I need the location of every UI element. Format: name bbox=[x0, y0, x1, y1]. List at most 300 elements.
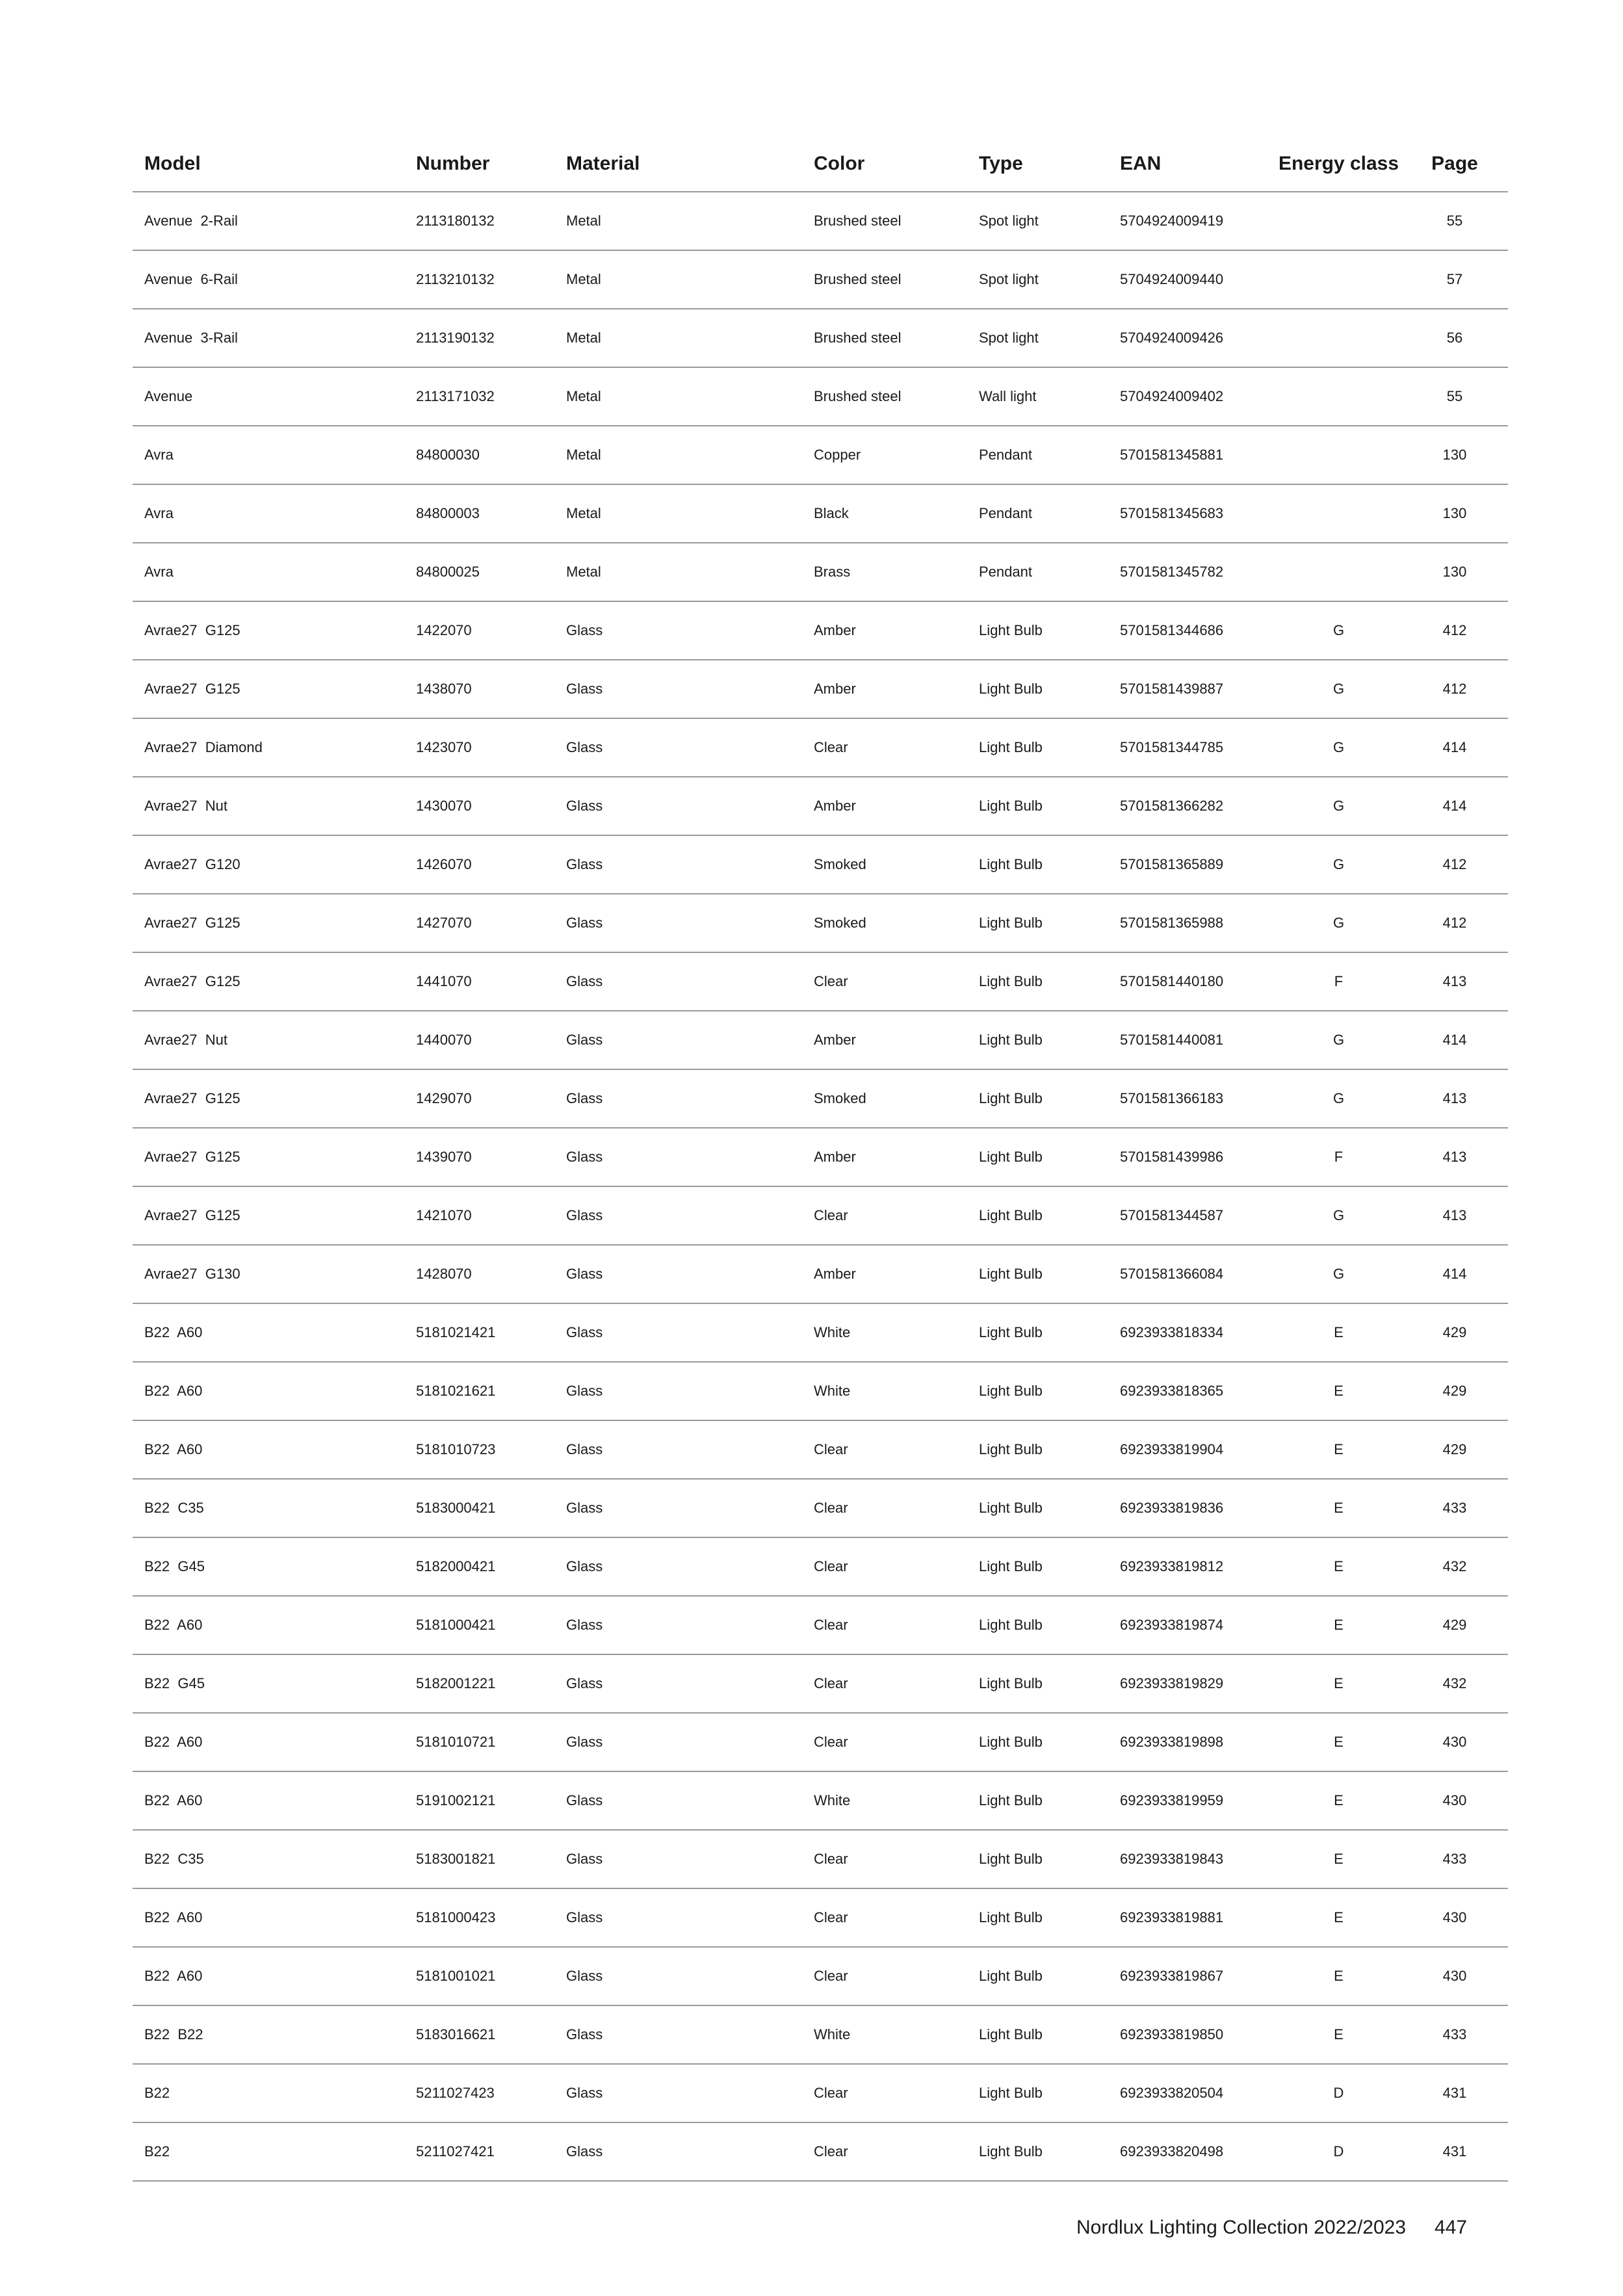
table-row bbox=[133, 2005, 1508, 2064]
cell-material: Metal bbox=[554, 250, 802, 309]
cell-number: 1426070 bbox=[404, 835, 554, 894]
cell-page: 412 bbox=[1401, 660, 1508, 718]
table-row bbox=[133, 1888, 1508, 1947]
cell-page: 430 bbox=[1401, 1888, 1508, 1947]
cell-model: Avrae27 G125 bbox=[133, 601, 404, 660]
cell-type: Light Bulb bbox=[967, 1303, 1108, 1362]
cell-model: Avrae27 G130 bbox=[133, 1245, 404, 1303]
cell-page: 414 bbox=[1401, 718, 1508, 777]
cell-type: Spot light bbox=[967, 309, 1108, 367]
cell-type: Pendant bbox=[967, 543, 1108, 601]
cell-ean: 6923933818334 bbox=[1108, 1303, 1276, 1362]
cell-number: 5181010723 bbox=[404, 1420, 554, 1479]
cell-model: Avrae27 G125 bbox=[133, 952, 404, 1011]
cell-number: 5181000421 bbox=[404, 1596, 554, 1654]
cell-ean: 5704924009426 bbox=[1108, 309, 1276, 367]
cell-number: 1428070 bbox=[404, 1245, 554, 1303]
cell-material: Glass bbox=[554, 1947, 802, 2005]
table-row bbox=[133, 1713, 1508, 1771]
cell-model: B22 A60 bbox=[133, 1947, 404, 2005]
cell-material: Metal bbox=[554, 426, 802, 484]
cell-number: 1421070 bbox=[404, 1186, 554, 1245]
table-row bbox=[133, 660, 1508, 718]
cell-ean: 6923933820504 bbox=[1108, 2064, 1276, 2122]
collection-title: Nordlux Lighting Collection 2022/2023 bbox=[1076, 2217, 1407, 2238]
cell-ean: 5701581366282 bbox=[1108, 777, 1276, 835]
cell-material: Glass bbox=[554, 2122, 802, 2181]
cell-energy-class: E bbox=[1276, 1888, 1401, 1947]
table-row bbox=[133, 601, 1508, 660]
cell-energy-class bbox=[1276, 309, 1401, 367]
cell-type: Light Bulb bbox=[967, 1596, 1108, 1654]
cell-model: B22 A60 bbox=[133, 1362, 404, 1420]
cell-color: Clear bbox=[802, 2122, 967, 2181]
cell-material: Glass bbox=[554, 1596, 802, 1654]
cell-color: Black bbox=[802, 484, 967, 543]
cell-number: 2113190132 bbox=[404, 309, 554, 367]
table-row bbox=[133, 1362, 1508, 1420]
cell-type: Light Bulb bbox=[967, 718, 1108, 777]
cell-type: Spot light bbox=[967, 250, 1108, 309]
cell-material: Glass bbox=[554, 1830, 802, 1888]
cell-model: Avrae27 G125 bbox=[133, 1186, 404, 1245]
cell-page: 130 bbox=[1401, 543, 1508, 601]
cell-number: 1440070 bbox=[404, 1011, 554, 1069]
cell-material: Glass bbox=[554, 894, 802, 952]
cell-page: 56 bbox=[1401, 309, 1508, 367]
cell-number: 5181021621 bbox=[404, 1362, 554, 1420]
cell-ean: 6923933819829 bbox=[1108, 1654, 1276, 1713]
cell-page: 413 bbox=[1401, 1069, 1508, 1128]
cell-energy-class: E bbox=[1276, 1830, 1401, 1888]
cell-ean: 6923933820498 bbox=[1108, 2122, 1276, 2181]
cell-type: Light Bulb bbox=[967, 1771, 1108, 1830]
cell-number: 1423070 bbox=[404, 718, 554, 777]
table-row bbox=[133, 250, 1508, 309]
cell-model: B22 C35 bbox=[133, 1830, 404, 1888]
cell-page: 414 bbox=[1401, 1245, 1508, 1303]
cell-model: B22 A60 bbox=[133, 1420, 404, 1479]
cell-page: 412 bbox=[1401, 601, 1508, 660]
cell-type: Light Bulb bbox=[967, 1069, 1108, 1128]
cell-energy-class: E bbox=[1276, 2005, 1401, 2064]
cell-color: Clear bbox=[802, 1186, 967, 1245]
cell-number: 5181000423 bbox=[404, 1888, 554, 1947]
cell-energy-class bbox=[1276, 192, 1401, 250]
cell-material: Glass bbox=[554, 1654, 802, 1713]
cell-type: Pendant bbox=[967, 426, 1108, 484]
cell-color: Amber bbox=[802, 601, 967, 660]
cell-ean: 6923933819959 bbox=[1108, 1771, 1276, 1830]
cell-material: Glass bbox=[554, 1303, 802, 1362]
table-row bbox=[133, 1303, 1508, 1362]
cell-energy-class bbox=[1276, 543, 1401, 601]
cell-material: Glass bbox=[554, 1245, 802, 1303]
cell-page: 413 bbox=[1401, 1186, 1508, 1245]
cell-energy-class: G bbox=[1276, 894, 1401, 952]
cell-energy-class: E bbox=[1276, 1771, 1401, 1830]
cell-material: Metal bbox=[554, 367, 802, 426]
header-energy-class: Energy class bbox=[1276, 137, 1401, 192]
cell-energy-class: E bbox=[1276, 1654, 1401, 1713]
cell-model: Avrae27 Nut bbox=[133, 777, 404, 835]
product-table-section bbox=[133, 137, 1508, 2182]
cell-material: Glass bbox=[554, 1011, 802, 1069]
cell-material: Glass bbox=[554, 1186, 802, 1245]
table-row bbox=[133, 1128, 1508, 1186]
cell-material: Glass bbox=[554, 601, 802, 660]
cell-ean: 6923933819850 bbox=[1108, 2005, 1276, 2064]
cell-type: Pendant bbox=[967, 484, 1108, 543]
cell-number: 84800025 bbox=[404, 543, 554, 601]
cell-energy-class: G bbox=[1276, 1245, 1401, 1303]
cell-material: Glass bbox=[554, 1069, 802, 1128]
cell-material: Glass bbox=[554, 2005, 802, 2064]
cell-type: Light Bulb bbox=[967, 1654, 1108, 1713]
cell-type: Light Bulb bbox=[967, 835, 1108, 894]
cell-page: 431 bbox=[1401, 2122, 1508, 2181]
cell-number: 5181021421 bbox=[404, 1303, 554, 1362]
cell-ean: 5701581365988 bbox=[1108, 894, 1276, 952]
cell-energy-class: F bbox=[1276, 1128, 1401, 1186]
header-material: Material bbox=[554, 137, 802, 192]
cell-model: Avra bbox=[133, 543, 404, 601]
cell-color: Smoked bbox=[802, 835, 967, 894]
cell-model: B22 A60 bbox=[133, 1771, 404, 1830]
cell-page: 413 bbox=[1401, 1128, 1508, 1186]
cell-model: Avra bbox=[133, 426, 404, 484]
table-row bbox=[133, 835, 1508, 894]
cell-ean: 5701581345683 bbox=[1108, 484, 1276, 543]
cell-color: Brass bbox=[802, 543, 967, 601]
cell-number: 84800003 bbox=[404, 484, 554, 543]
table-row bbox=[133, 2064, 1508, 2122]
table-row bbox=[133, 1830, 1508, 1888]
cell-number: 5182001221 bbox=[404, 1654, 554, 1713]
cell-type: Light Bulb bbox=[967, 1947, 1108, 2005]
cell-ean: 5704924009419 bbox=[1108, 192, 1276, 250]
page-number: 447 bbox=[1435, 2217, 1468, 2238]
cell-energy-class: G bbox=[1276, 835, 1401, 894]
cell-type: Light Bulb bbox=[967, 1479, 1108, 1537]
cell-color: Clear bbox=[802, 718, 967, 777]
cell-number: 5183016621 bbox=[404, 2005, 554, 2064]
cell-model: Avrae27 Diamond bbox=[133, 718, 404, 777]
cell-type: Wall light bbox=[967, 367, 1108, 426]
cell-material: Glass bbox=[554, 777, 802, 835]
cell-color: Clear bbox=[802, 1713, 967, 1771]
cell-type: Light Bulb bbox=[967, 1245, 1108, 1303]
cell-ean: 5701581440180 bbox=[1108, 952, 1276, 1011]
cell-color: Clear bbox=[802, 1537, 967, 1596]
table-header-row bbox=[133, 137, 1508, 192]
cell-color: Amber bbox=[802, 1128, 967, 1186]
cell-number: 84800030 bbox=[404, 426, 554, 484]
cell-model: B22 bbox=[133, 2064, 404, 2122]
cell-energy-class: G bbox=[1276, 1011, 1401, 1069]
cell-color: Clear bbox=[802, 1830, 967, 1888]
cell-number: 1438070 bbox=[404, 660, 554, 718]
cell-ean: 5701581344587 bbox=[1108, 1186, 1276, 1245]
cell-material: Metal bbox=[554, 484, 802, 543]
cell-energy-class: G bbox=[1276, 601, 1401, 660]
cell-energy-class: G bbox=[1276, 660, 1401, 718]
cell-ean: 6923933819867 bbox=[1108, 1947, 1276, 2005]
table-row bbox=[133, 1596, 1508, 1654]
cell-page: 432 bbox=[1401, 1537, 1508, 1596]
cell-color: White bbox=[802, 2005, 967, 2064]
table-row bbox=[133, 484, 1508, 543]
cell-page: 430 bbox=[1401, 1713, 1508, 1771]
cell-model: Avenue bbox=[133, 367, 404, 426]
cell-energy-class bbox=[1276, 426, 1401, 484]
cell-color: Amber bbox=[802, 777, 967, 835]
cell-ean: 5701581439986 bbox=[1108, 1128, 1276, 1186]
cell-ean: 5701581344785 bbox=[1108, 718, 1276, 777]
table-row bbox=[133, 777, 1508, 835]
cell-material: Metal bbox=[554, 192, 802, 250]
cell-page: 55 bbox=[1401, 367, 1508, 426]
table-row bbox=[133, 1069, 1508, 1128]
cell-model: B22 A60 bbox=[133, 1303, 404, 1362]
cell-ean: 5701581345881 bbox=[1108, 426, 1276, 484]
cell-type: Light Bulb bbox=[967, 1011, 1108, 1069]
table-row bbox=[133, 367, 1508, 426]
cell-energy-class: E bbox=[1276, 1947, 1401, 2005]
cell-model: Avra bbox=[133, 484, 404, 543]
cell-model: B22 G45 bbox=[133, 1537, 404, 1596]
cell-type: Light Bulb bbox=[967, 1713, 1108, 1771]
cell-type: Light Bulb bbox=[967, 2122, 1108, 2181]
table-body bbox=[133, 192, 1508, 2181]
cell-model: Avrae27 Nut bbox=[133, 1011, 404, 1069]
cell-energy-class: D bbox=[1276, 2064, 1401, 2122]
cell-type: Spot light bbox=[967, 192, 1108, 250]
table-row bbox=[133, 426, 1508, 484]
cell-number: 2113180132 bbox=[404, 192, 554, 250]
cell-page: 413 bbox=[1401, 952, 1508, 1011]
cell-type: Light Bulb bbox=[967, 2005, 1108, 2064]
cell-color: Clear bbox=[802, 952, 967, 1011]
cell-material: Glass bbox=[554, 1537, 802, 1596]
table-row bbox=[133, 1011, 1508, 1069]
cell-material: Glass bbox=[554, 1479, 802, 1537]
cell-color: Copper bbox=[802, 426, 967, 484]
cell-color: White bbox=[802, 1362, 967, 1420]
cell-material: Glass bbox=[554, 952, 802, 1011]
cell-page: 130 bbox=[1401, 426, 1508, 484]
cell-page: 429 bbox=[1401, 1303, 1508, 1362]
cell-color: Clear bbox=[802, 1596, 967, 1654]
cell-energy-class: E bbox=[1276, 1596, 1401, 1654]
cell-color: Clear bbox=[802, 1654, 967, 1713]
table-row bbox=[133, 1186, 1508, 1245]
cell-model: Avrae27 G125 bbox=[133, 1069, 404, 1128]
table-row bbox=[133, 2122, 1508, 2181]
cell-color: Clear bbox=[802, 2064, 967, 2122]
table-row bbox=[133, 309, 1508, 367]
cell-energy-class: G bbox=[1276, 1186, 1401, 1245]
cell-number: 1422070 bbox=[404, 601, 554, 660]
cell-energy-class bbox=[1276, 250, 1401, 309]
cell-material: Glass bbox=[554, 660, 802, 718]
cell-page: 414 bbox=[1401, 1011, 1508, 1069]
cell-energy-class: G bbox=[1276, 718, 1401, 777]
table-row bbox=[133, 543, 1508, 601]
cell-page: 55 bbox=[1401, 192, 1508, 250]
cell-energy-class: E bbox=[1276, 1362, 1401, 1420]
cell-type: Light Bulb bbox=[967, 1186, 1108, 1245]
cell-energy-class: E bbox=[1276, 1420, 1401, 1479]
cell-ean: 6923933819881 bbox=[1108, 1888, 1276, 1947]
cell-color: Smoked bbox=[802, 1069, 967, 1128]
cell-number: 5182000421 bbox=[404, 1537, 554, 1596]
cell-energy-class: E bbox=[1276, 1303, 1401, 1362]
cell-color: White bbox=[802, 1771, 967, 1830]
cell-energy-class bbox=[1276, 367, 1401, 426]
cell-page: 430 bbox=[1401, 1947, 1508, 2005]
cell-page: 130 bbox=[1401, 484, 1508, 543]
cell-ean: 6923933819874 bbox=[1108, 1596, 1276, 1654]
cell-ean: 6923933819843 bbox=[1108, 1830, 1276, 1888]
cell-type: Light Bulb bbox=[967, 1128, 1108, 1186]
cell-page: 57 bbox=[1401, 250, 1508, 309]
cell-number: 1427070 bbox=[404, 894, 554, 952]
cell-material: Metal bbox=[554, 543, 802, 601]
cell-color: Amber bbox=[802, 660, 967, 718]
product-table bbox=[133, 137, 1508, 2182]
cell-model: B22 C35 bbox=[133, 1479, 404, 1537]
cell-page: 429 bbox=[1401, 1362, 1508, 1420]
cell-model: B22 A60 bbox=[133, 1888, 404, 1947]
cell-material: Glass bbox=[554, 718, 802, 777]
cell-energy-class: E bbox=[1276, 1479, 1401, 1537]
cell-page: 431 bbox=[1401, 2064, 1508, 2122]
table-row bbox=[133, 1479, 1508, 1537]
cell-ean: 5701581439887 bbox=[1108, 660, 1276, 718]
cell-ean: 5701581366084 bbox=[1108, 1245, 1276, 1303]
header-model: Model bbox=[133, 137, 404, 192]
cell-model: B22 B22 bbox=[133, 2005, 404, 2064]
cell-page: 414 bbox=[1401, 777, 1508, 835]
cell-type: Light Bulb bbox=[967, 601, 1108, 660]
cell-number: 5211027423 bbox=[404, 2064, 554, 2122]
cell-color: Brushed steel bbox=[802, 367, 967, 426]
header-type: Type bbox=[967, 137, 1108, 192]
table-row bbox=[133, 1537, 1508, 1596]
cell-ean: 5701581345782 bbox=[1108, 543, 1276, 601]
cell-type: Light Bulb bbox=[967, 1888, 1108, 1947]
cell-ean: 5704924009440 bbox=[1108, 250, 1276, 309]
cell-page: 433 bbox=[1401, 1479, 1508, 1537]
table-row bbox=[133, 894, 1508, 952]
cell-model: Avenue 6-Rail bbox=[133, 250, 404, 309]
page-footer bbox=[1076, 2217, 1467, 2239]
cell-type: Light Bulb bbox=[967, 1362, 1108, 1420]
cell-model: Avenue 3-Rail bbox=[133, 309, 404, 367]
cell-type: Light Bulb bbox=[967, 1537, 1108, 1596]
cell-page: 429 bbox=[1401, 1420, 1508, 1479]
cell-color: Clear bbox=[802, 1420, 967, 1479]
cell-material: Glass bbox=[554, 1420, 802, 1479]
cell-color: Brushed steel bbox=[802, 250, 967, 309]
cell-color: Clear bbox=[802, 1888, 967, 1947]
cell-ean: 5701581365889 bbox=[1108, 835, 1276, 894]
cell-material: Glass bbox=[554, 1713, 802, 1771]
cell-model: B22 G45 bbox=[133, 1654, 404, 1713]
cell-type: Light Bulb bbox=[967, 952, 1108, 1011]
header-page: Page bbox=[1401, 137, 1508, 192]
table-row bbox=[133, 718, 1508, 777]
cell-material: Glass bbox=[554, 835, 802, 894]
cell-energy-class: E bbox=[1276, 1537, 1401, 1596]
header-number: Number bbox=[404, 137, 554, 192]
cell-color: White bbox=[802, 1303, 967, 1362]
cell-material: Glass bbox=[554, 2064, 802, 2122]
cell-number: 1429070 bbox=[404, 1069, 554, 1128]
cell-type: Light Bulb bbox=[967, 894, 1108, 952]
cell-ean: 6923933818365 bbox=[1108, 1362, 1276, 1420]
table-row bbox=[133, 1420, 1508, 1479]
cell-type: Light Bulb bbox=[967, 1830, 1108, 1888]
cell-ean: 6923933819898 bbox=[1108, 1713, 1276, 1771]
cell-color: Brushed steel bbox=[802, 309, 967, 367]
cell-color: Amber bbox=[802, 1245, 967, 1303]
cell-model: Avenue 2-Rail bbox=[133, 192, 404, 250]
cell-material: Glass bbox=[554, 1362, 802, 1420]
cell-model: B22 A60 bbox=[133, 1596, 404, 1654]
table-row bbox=[133, 952, 1508, 1011]
cell-page: 430 bbox=[1401, 1771, 1508, 1830]
cell-ean: 5704924009402 bbox=[1108, 367, 1276, 426]
cell-color: Smoked bbox=[802, 894, 967, 952]
cell-ean: 5701581440081 bbox=[1108, 1011, 1276, 1069]
cell-number: 2113171032 bbox=[404, 367, 554, 426]
cell-model: Avrae27 G125 bbox=[133, 894, 404, 952]
cell-ean: 5701581344686 bbox=[1108, 601, 1276, 660]
cell-color: Brushed steel bbox=[802, 192, 967, 250]
table-row bbox=[133, 192, 1508, 250]
cell-material: Metal bbox=[554, 309, 802, 367]
cell-model: B22 bbox=[133, 2122, 404, 2181]
cell-model: Avrae27 G125 bbox=[133, 1128, 404, 1186]
cell-number: 5183001821 bbox=[404, 1830, 554, 1888]
cell-number: 1441070 bbox=[404, 952, 554, 1011]
table-row bbox=[133, 1245, 1508, 1303]
cell-ean: 6923933819812 bbox=[1108, 1537, 1276, 1596]
cell-color: Clear bbox=[802, 1479, 967, 1537]
table-row bbox=[133, 1771, 1508, 1830]
cell-energy-class bbox=[1276, 484, 1401, 543]
cell-ean: 6923933819904 bbox=[1108, 1420, 1276, 1479]
cell-material: Glass bbox=[554, 1128, 802, 1186]
cell-energy-class: D bbox=[1276, 2122, 1401, 2181]
cell-number: 5181010721 bbox=[404, 1713, 554, 1771]
header-ean: EAN bbox=[1108, 137, 1276, 192]
cell-number: 5191002121 bbox=[404, 1771, 554, 1830]
cell-energy-class: E bbox=[1276, 1713, 1401, 1771]
cell-color: Clear bbox=[802, 1947, 967, 2005]
cell-model: Avrae27 G120 bbox=[133, 835, 404, 894]
cell-ean: 6923933819836 bbox=[1108, 1479, 1276, 1537]
table-row bbox=[133, 1947, 1508, 2005]
cell-number: 5181001021 bbox=[404, 1947, 554, 2005]
cell-model: Avrae27 G125 bbox=[133, 660, 404, 718]
cell-energy-class: F bbox=[1276, 952, 1401, 1011]
cell-page: 432 bbox=[1401, 1654, 1508, 1713]
cell-model: B22 A60 bbox=[133, 1713, 404, 1771]
cell-energy-class: G bbox=[1276, 1069, 1401, 1128]
